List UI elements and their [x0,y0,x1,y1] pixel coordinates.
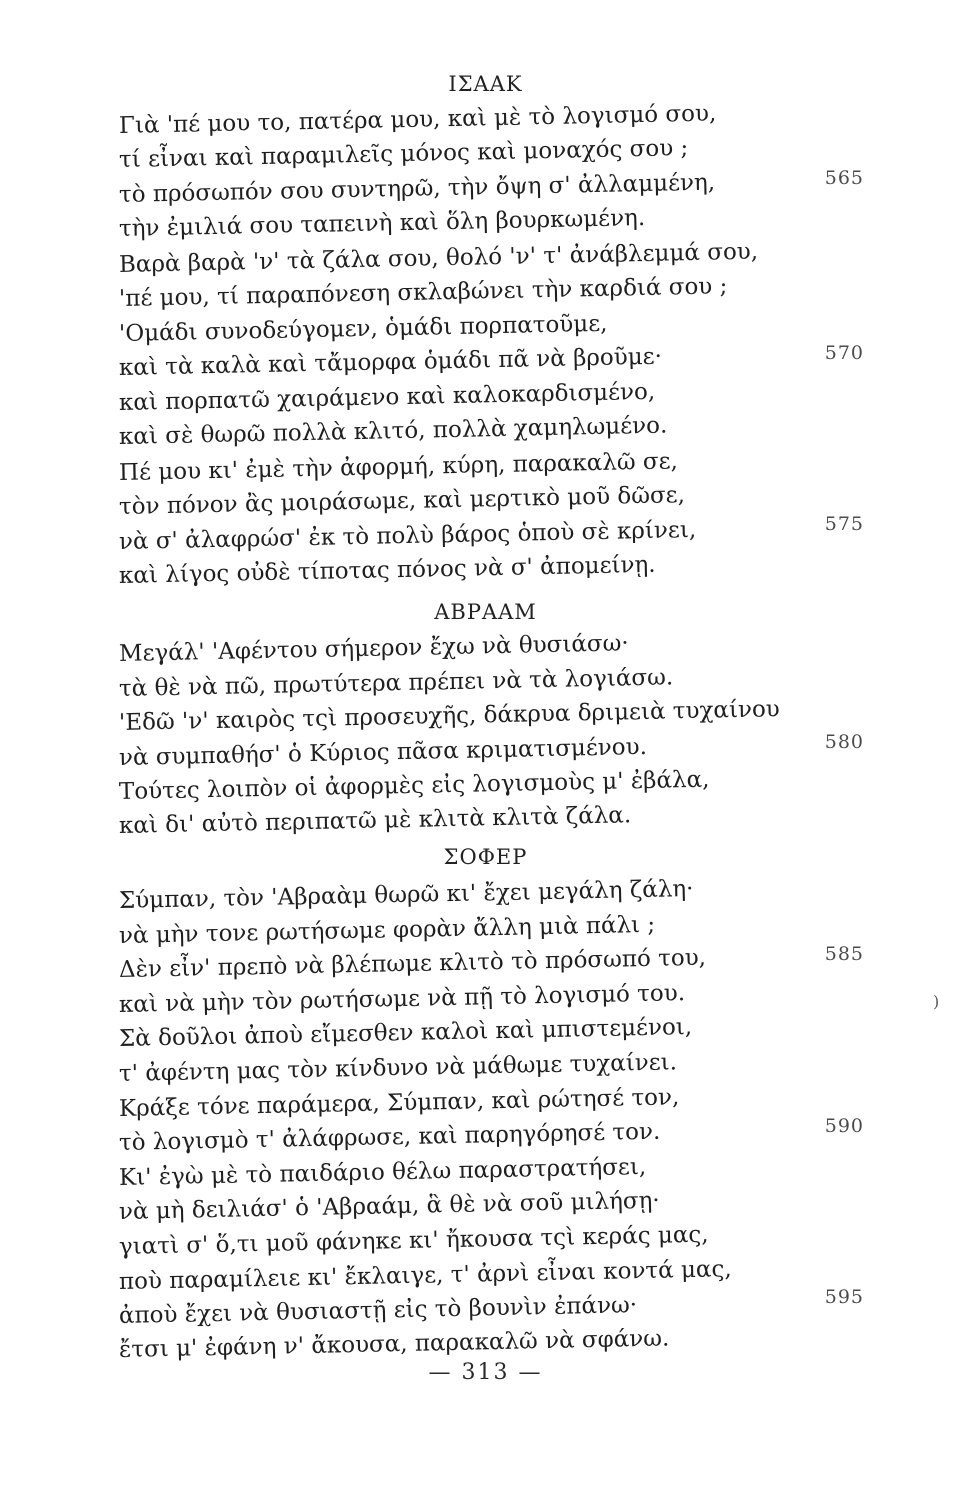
line-number: 565 [824,167,864,189]
verse-line: καὶ νὰ μὴν τὸν ρωτήσωμε νὰ πῇ τὸ λογισμό του. [118,980,686,1018]
speaker-heading-isaak: ΙΣΑΑΚ [448,72,523,96]
verse-line: Βαρὰ βαρὰ 'ν' τὰ ζάλα σου, θολό 'ν' τ' ἀνάβλεμμά σου, [118,238,759,278]
margin-mark: ) [933,992,940,1011]
speaker-heading-abraam: ΑΒΡΑΑΜ [434,600,537,624]
verse-line: Κράξε τόνε παράμερα, Σύμπαν, καὶ ρώτησέ τον, [118,1084,680,1122]
verse-line: καὶ λίγος οὐδὲ τίποτας πόνος νὰ σ' ἀπομείνῃ. [118,551,656,589]
verse-line: ἀποὺ ἔχει νὰ θυσιαστῇ εἰς τὸ βουνὶν ἐπάνω· [118,1292,638,1329]
verse-line: νὰ συμπαθήσ' ὁ Κύριος πᾶσα κριματισμένου. [118,733,648,771]
verse-line: Σύμπαν, τὸν 'Αβραὰμ θωρῶ κι' ἔχει μεγάλη ζάλη· [118,875,694,914]
verse-line: Κι' ἐγὼ μὲ τὸ παιδάριο θέλω παραστρατήσει, [118,1153,647,1191]
verse-line: Γιὰ 'πέ μου το, πατέρα μου, καὶ μὲ τὸ λογισμό σου, [118,100,717,139]
verse-line: τί εἶναι καὶ παραμιλεῖς μόνος καὶ μοναχός σου ; [118,135,689,173]
verse-line: καὶ δι' αὐτὸ περιπατῶ μὲ κλιτὰ κλιτὰ ζάλα. [118,802,632,839]
verse-line: 'Εδῶ 'ν' καιρὸς τςὶ προσευχῆς, δάκρυα δριμειὰ τυχαίνου [118,696,781,736]
verse-line: 'πέ μου, τί παραπόνεση σκλαβώνει τὴν καρδιά σου ; [118,273,728,312]
page-number: — 313 — [428,1360,543,1385]
verse-line: τὸ λογισμὸ τ' ἀλάφρωσε, καὶ παρηγόρησέ τον. [118,1118,661,1156]
verse-line: Σὰ δοῦλοι ἀποὺ εἴμεσθεν καλοὶ καὶ μπιστεμένοι, [118,1013,693,1052]
verse-line: τὸν πόνον ἂς μοιράσωμε, καὶ μερτικὸ μοῦ δῶσε, [118,482,686,520]
verse-line: τὰ θὲ νὰ πῶ, πρωτύτερα πρέπει νὰ τὰ λογιάσω. [118,664,674,702]
line-number: 590 [824,1115,864,1137]
verse-line: Πέ μου κι' ἐμὲ τὴν ἀφορμή, κύρη, παρακαλῶ σε, [118,448,679,486]
line-number: 585 [824,943,864,965]
line-number: 595 [824,1286,864,1308]
line-number: 570 [824,342,864,364]
verse-line: τὴν ἐμιλιά σου ταπεινὴ καὶ ὅλη βουρκωμένη. [118,204,646,242]
verse-line: νὰ μὴν τονε ρωτήσωμε φορὰν ἄλλη μιὰ πάλι ; [118,911,656,949]
verse-line: ἔτσι μ' ἐφάνη ν' ἄκουσα, παρακαλῶ νὰ σφάνω. [118,1325,670,1363]
line-number: 575 [824,513,864,535]
verse-line: ποὺ παραμίλειε κι' ἔκλαιγε, τ' ἀρνὶ εἶναι κοντά μας, [118,1256,732,1295]
verse-line: καὶ πορπατῶ χαιράμενο καὶ καλοκαρδισμένο, [118,378,656,416]
verse-line: τὸ πρόσωπόν σου συντηρῶ, τὴν ὄψη σ' ἀλλαμμένη, [118,169,716,208]
verse-line: τ' ἀφέντη μας τὸν κίνδυνο νὰ μάθωμε τυχαίνει. [118,1049,678,1087]
speaker-heading-sofer: ΣΟΦΕΡ [443,845,528,869]
verse-line: νὰ σ' ἀλαφρώσ' ἐκ τὸ πολὺ βάρος ὁποὺ σὲ κρίνει, [118,516,697,555]
verse-line: γιατὶ σ' ὅ,τι μοῦ φάνηκε κι' ἤκουσα τςὶ κεράς μας, [118,1221,709,1260]
verse-line: καὶ τὰ καλὰ καὶ τἄμορφα ὁμάδι πᾶ νὰ βροῦμε· [118,343,663,381]
verse-line: Τούτες λοιπὸν οἱ ἀφορμὲς εἰς λογισμοὺς μ' ἐβάλα, [118,766,710,805]
verse-line: καὶ σὲ θωρῶ πολλὰ κλιτό, πολλὰ χαμηλωμένο. [118,412,668,450]
verse-line: Μεγάλ' 'Αφέντου σήμερον ἔχω νὰ θυσιάσω· [118,630,629,667]
verse-line: Δὲν εἶν' πρεπὸ νὰ βλέπωμε κλιτὸ τὸ πρόσωπό του, [118,944,707,983]
verse-line: νὰ μὴ δειλιάσ' ὁ 'Αβραάμ, ἃ θὲ νὰ σοῦ μιλήσῃ· [118,1187,660,1225]
verse-line: 'Ομάδι συνοδεύγομεν, ὁμάδι πορπατοῦμε, [118,310,608,347]
line-number: 580 [824,731,864,753]
